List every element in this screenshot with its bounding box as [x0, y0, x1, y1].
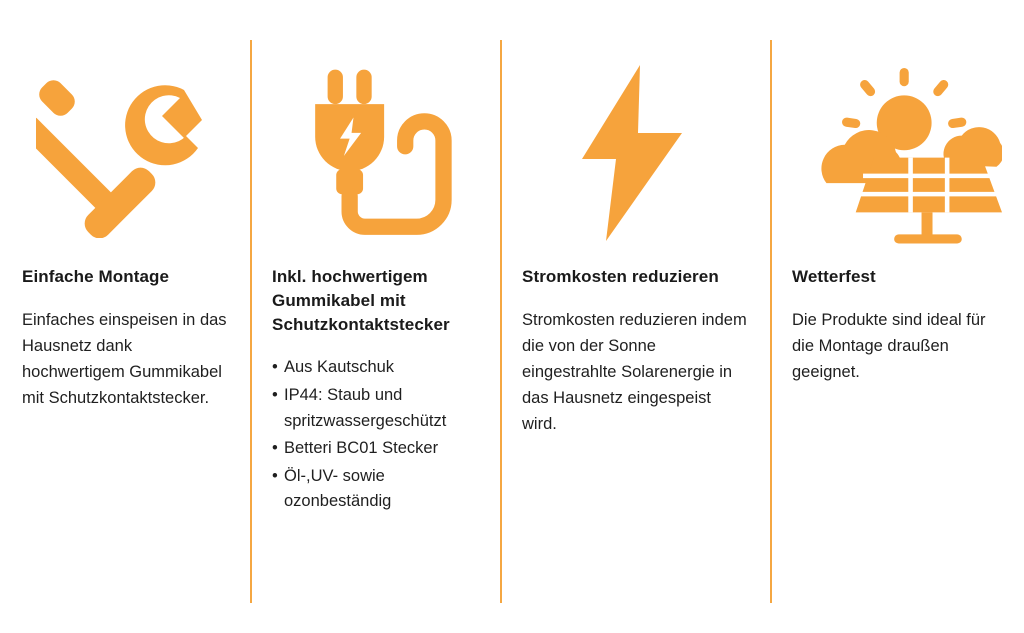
feature-bullet-list	[272, 355, 478, 516]
feature-title: Wetterfest	[792, 267, 876, 286]
tools-wrench-screwdriver-icon	[22, 40, 228, 265]
feature-column-stromkosten	[500, 40, 770, 603]
list-item: • Aus Kautschuk	[272, 355, 478, 381]
feature-text: Einfaches einspeisen in das Hausnetz dank hochwertigem Gummikabel mit Schutzkontaktstecker.	[22, 311, 227, 408]
list-item: • IP44: Staub und spritzwassergeschützt	[272, 383, 478, 434]
feature-title: Stromkosten reduzieren	[522, 267, 719, 286]
feature-title: Inkl. hochwertigem Gummikabel mit Schutzkontaktstecker	[272, 267, 450, 335]
weather-solar-panel-icon	[792, 40, 1002, 265]
feature-column-einfache-montage	[0, 40, 250, 603]
feature-title: Einfache Montage	[22, 267, 170, 286]
list-item: • Öl-,UV- sowie ozonbeständig	[272, 464, 478, 515]
feature-column-gummikabel	[250, 40, 500, 603]
power-plug-cable-icon	[272, 40, 478, 265]
lightning-bolt-icon	[522, 40, 748, 265]
feature-text: Stromkosten reduzieren indem die von der Sonne eingestrahlte Solarenergie in das Hausnetz eingespeist wird.	[522, 311, 747, 434]
feature-text: Die Produkte sind ideal für die Montage draußen geeignet.	[792, 311, 986, 382]
list-item: • Betteri BC01 Stecker	[272, 436, 478, 462]
feature-column-wetterfest	[770, 40, 1024, 603]
